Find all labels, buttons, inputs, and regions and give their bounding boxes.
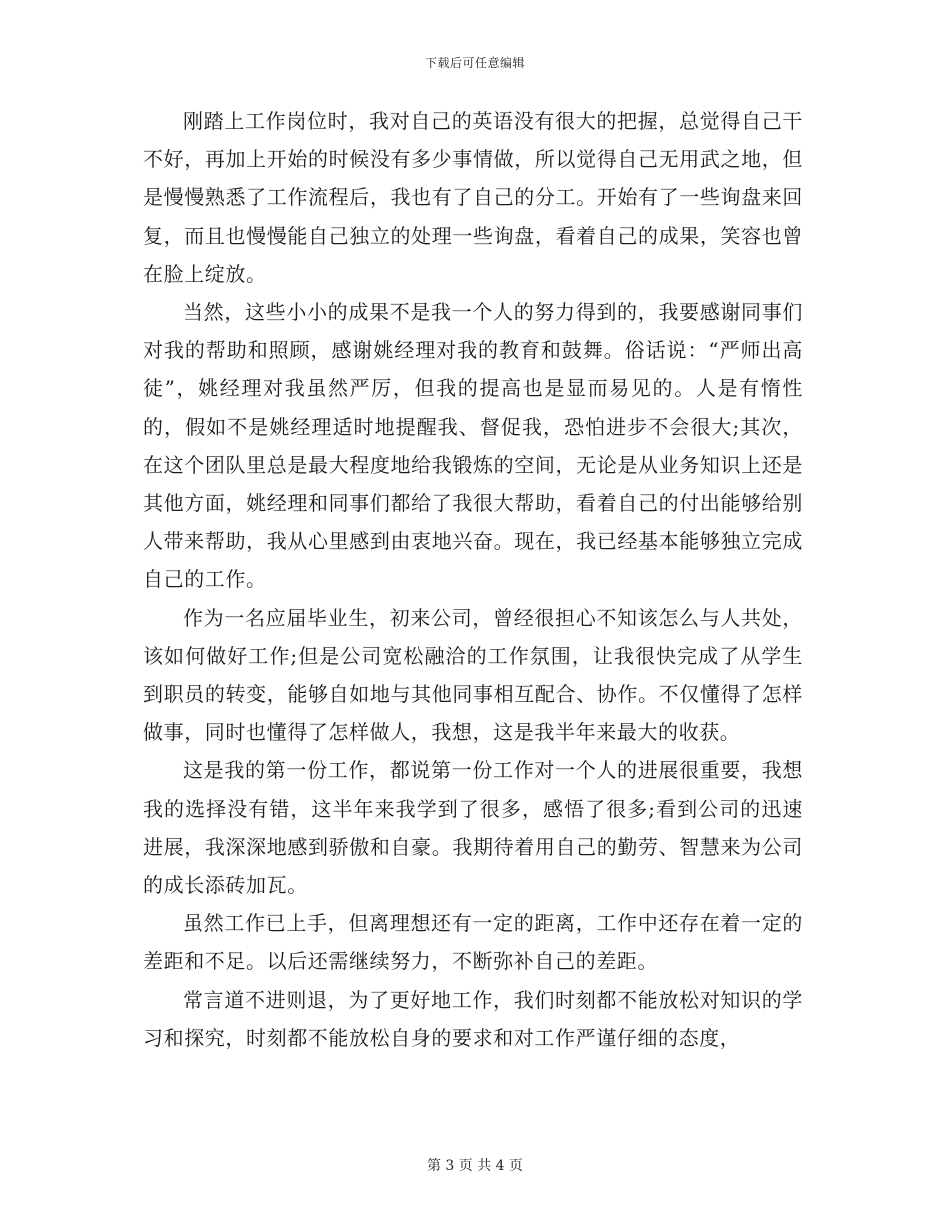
page-number: 第 3 页 共 4 页: [426, 1158, 524, 1174]
paragraph-6: 常言道不进则退，为了更好地工作，我们时刻都不能放松对知识的学习和探究，时刻都不能放松自身的要求和对工作严谨仔细的态度，: [143, 987, 803, 1050]
paragraph-5: 虽然工作已上手，但离理想还有一定的距离，工作中还存在着一定的差距和不足。以后还需继续努力，不断弥补自己的差距。: [143, 911, 803, 974]
page-header: 下载后可任意编辑: [424, 56, 525, 70]
paragraph-2: 当然，这些小小的成果不是我一个人的努力得到的，我要感谢同事们对我的帮助和照顾，感谢姚经理对我的教育和鼓舞。俗话说：“严师出高徒”，姚经理对我虽然严厉，但我的提高也是显而易见的。人是有惰性的，假如不是姚经理适时地提醒我、督促我，恐怕进步不会很大;其次，在这个团队里总是最大程度地给我锻炼的空间，无论是从业务知识上还是其他方面，姚经理和同事们都给了我很大帮助，看着自己的付出能够给别人带来帮助，我从心里感到由衷地兴奋。现在，我已经基本能够独立完成自己的工作。: [143, 300, 803, 592]
paragraph-4: 这是我的第一份工作，都说第一份工作对一个人的进展很重要，我想我的选择没有错，这半年来我学到了很多，感悟了很多;看到公司的迅速进展，我深深地感到骄傲和自豪。我期待着用自己的勤劳、智慧来为公司的成长添砖加瓦。: [143, 758, 803, 898]
document-body: [143, 102, 803, 1057]
paragraph-3: 作为一名应届毕业生，初来公司，曾经很担心不知该怎么与人共处，该如何做好工作;但是公司宽松融洽的工作氛围，让我很快完成了从学生到职员的转变，能够自如地与其他同事相互配合、协作。不仅懂得了怎样做事，同时也懂得了怎样做人，我想，这是我半年来最大的收获。: [143, 605, 803, 745]
paragraph-1: 刚踏上工作岗位时，我对自己的英语没有很大的把握，总觉得自己干不好，再加上开始的时候没有多少事情做，所以觉得自己无用武之地，但是慢慢熟悉了工作流程后，我也有了自己的分工。开始有了一些询盘来回复，而且也慢慢能自己独立的处理一些询盘，看着自己的成果，笑容也曾在脸上绽放。: [143, 109, 803, 286]
